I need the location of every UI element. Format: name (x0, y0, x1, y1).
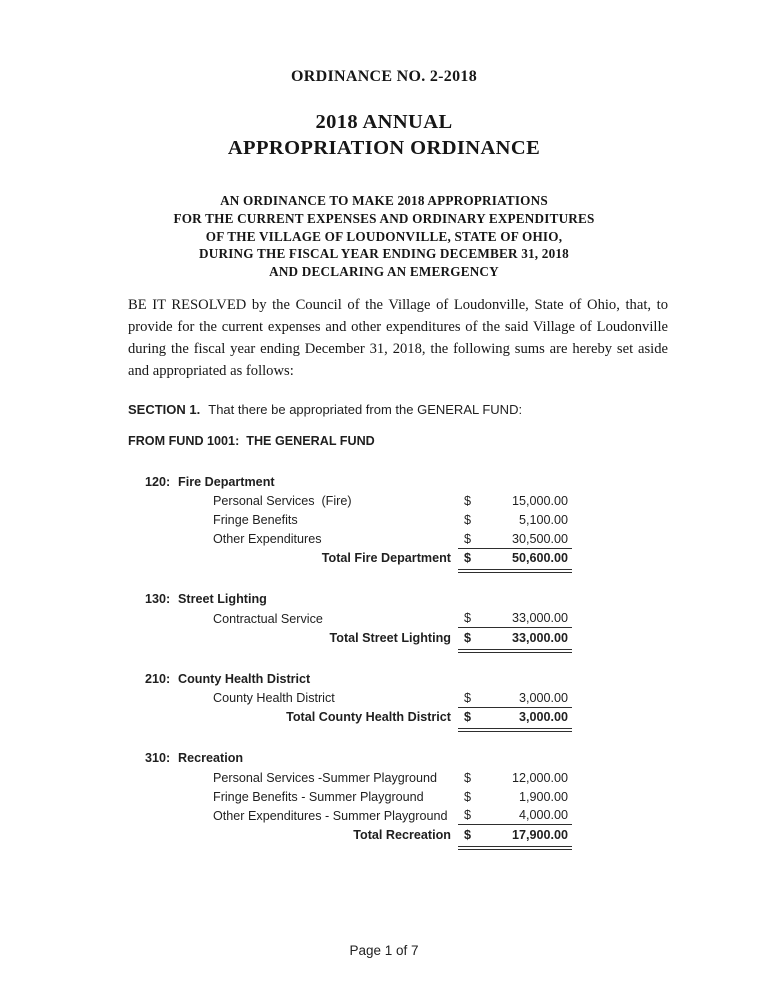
section-1-heading (128, 402, 768, 418)
item-amount: 5,100.00 (518, 513, 568, 528)
item-amount: 30,500.00 (511, 531, 568, 546)
ordinance-subtitle (0, 192, 768, 281)
item-money-cell (458, 806, 572, 825)
section-heading (0, 473, 768, 492)
section-1-label: SECTION 1. (128, 401, 201, 417)
section-code: 120: (145, 474, 171, 489)
total-row (0, 708, 768, 727)
item-amount: 15,000.00 (511, 494, 568, 509)
total-label: Total Fire Department (321, 551, 451, 566)
total-row (0, 628, 768, 647)
fund-header: FROM FUND 1001: THE GENERAL FUND (128, 433, 375, 448)
total-row (0, 825, 768, 844)
line-item-row (0, 787, 768, 806)
document-title-line2: APPROPRIATION ORDINANCE (227, 137, 541, 159)
section-code: 310: (145, 751, 171, 766)
fund-section-fire-department (0, 473, 768, 574)
currency-symbol: $ (464, 808, 472, 823)
section-code: 210: (145, 671, 171, 686)
section-name: Fire Department (178, 474, 275, 489)
document-title (0, 109, 768, 161)
total-money-cell (458, 628, 572, 647)
section-heading (0, 670, 768, 689)
total-money-cell (458, 825, 572, 844)
total-amount: 3,000.00 (518, 710, 568, 725)
item-label: Contractual Service (213, 611, 323, 626)
currency-symbol: $ (464, 513, 472, 528)
item-amount: 4,000.00 (518, 808, 568, 823)
item-label: Other Expenditures (213, 532, 322, 547)
item-label: Fringe Benefits - Summer Playground (213, 789, 424, 804)
double-rule (458, 846, 572, 850)
item-money-cell (458, 492, 572, 511)
total-amount: 50,600.00 (511, 551, 568, 566)
subtitle-line: AN ORDINANCE TO MAKE 2018 APPROPRIATIONS (220, 193, 548, 208)
item-amount: 33,000.00 (511, 611, 568, 626)
item-label: Other Expenditures - Summer Playground (213, 808, 448, 823)
item-money-cell (458, 511, 572, 530)
subtitle-line: OF THE VILLAGE OF LOUDONVILLE, STATE OF OHIO, (205, 228, 563, 244)
section-heading (0, 749, 768, 768)
currency-symbol: $ (464, 710, 472, 725)
section-name: County Health District (178, 671, 311, 686)
item-amount: 3,000.00 (518, 690, 568, 705)
item-amount: 12,000.00 (511, 770, 568, 785)
section-heading (0, 590, 768, 609)
currency-symbol: $ (464, 827, 472, 842)
line-item-row (0, 492, 768, 511)
currency-symbol: $ (464, 770, 472, 785)
section-code: 130: (145, 592, 171, 607)
currency-symbol: $ (464, 494, 472, 509)
total-label: Total Street Lighting (329, 630, 451, 645)
page-footer: Page 1 of 7 (349, 943, 419, 958)
appropriation-table (0, 473, 768, 850)
total-money-cell (458, 708, 572, 727)
preamble-paragraph: BE IT RESOLVED by the Council of the Village of Loudonville, State of Ohio, that, to provide for the current expenses and other expenditures of the said Village of Loudonville during the fiscal year ending December 31, 2018, the following sums are hereby set aside and appropriated as follows: (128, 296, 668, 379)
section-1-text: That there be appropriated from the GENERAL FUND: (208, 401, 523, 417)
total-amount: 17,900.00 (511, 827, 568, 842)
currency-symbol: $ (464, 630, 472, 645)
subtitle-line: AND DECLARING AN EMERGENCY (269, 264, 499, 280)
subtitle-line: FOR THE CURRENT EXPENSES AND ORDINARY EXPENDITURES (173, 210, 595, 226)
section-name: Recreation (178, 751, 244, 766)
double-rule (458, 649, 572, 653)
item-money-cell (458, 689, 572, 708)
item-label: Personal Services -Summer Playground (213, 770, 437, 785)
double-rule (458, 728, 572, 732)
section-name: Street Lighting (178, 592, 267, 607)
currency-symbol: $ (464, 611, 472, 626)
fund-section-county-health (0, 670, 768, 733)
line-item-row (0, 511, 768, 530)
total-row (0, 549, 768, 568)
line-item-row (0, 609, 768, 628)
line-item-row (0, 806, 768, 825)
ordinance-number: ORDINANCE NO. 2-2018 (291, 68, 477, 85)
line-item-row (0, 530, 768, 549)
item-money-cell (458, 609, 572, 628)
total-money-cell (458, 549, 572, 568)
currency-symbol: $ (464, 789, 472, 804)
total-amount: 33,000.00 (511, 630, 568, 645)
subtitle-line: DURING THE FISCAL YEAR ENDING DECEMBER 31, 2018 (199, 246, 569, 262)
document-title-line1: 2018 ANNUAL (315, 111, 453, 133)
item-money-cell (458, 787, 572, 806)
fund-section-street-lighting (0, 590, 768, 653)
line-item-row (0, 689, 768, 708)
item-label: Fringe Benefits (213, 513, 298, 528)
total-label: Total Recreation (353, 827, 451, 842)
line-item-row (0, 768, 768, 787)
item-money-cell (458, 530, 572, 549)
fund-section-recreation (0, 749, 768, 850)
currency-symbol: $ (464, 551, 472, 566)
currency-symbol: $ (464, 531, 472, 546)
item-amount: 1,900.00 (518, 789, 568, 804)
currency-symbol: $ (464, 690, 472, 705)
item-label: Personal Services (Fire) (213, 494, 352, 509)
double-rule (458, 569, 572, 573)
total-label: Total County Health District (286, 710, 451, 725)
item-money-cell (458, 768, 572, 787)
item-label: County Health District (213, 691, 335, 706)
